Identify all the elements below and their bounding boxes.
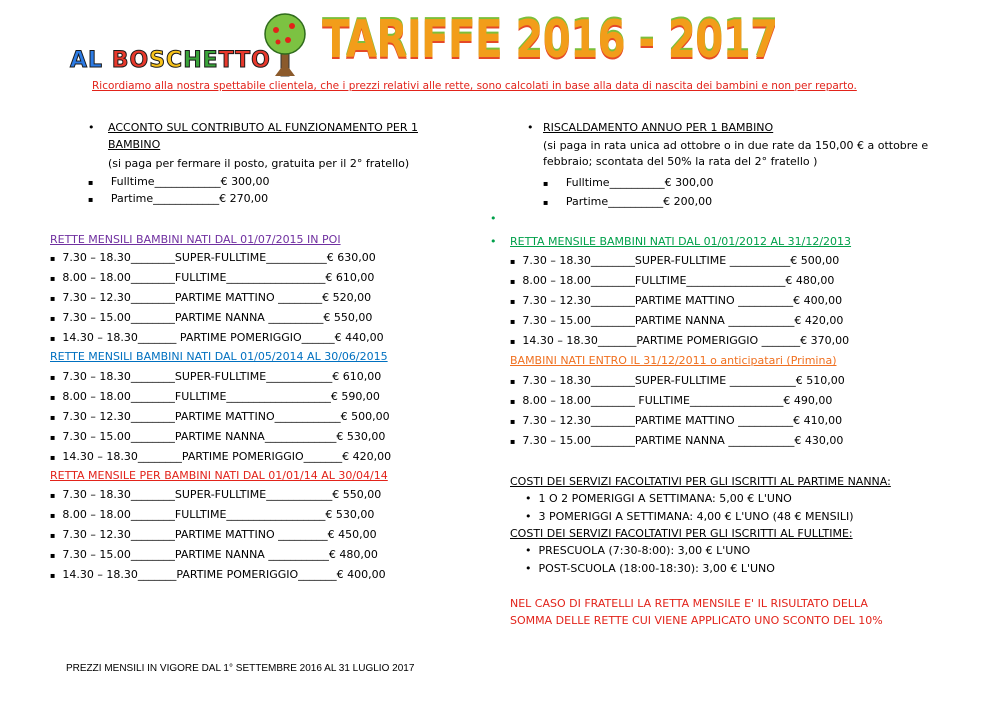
list-item: ▪ 14.30 – 18.30_______PARTIME POMERIGGIO_______€ 400,00 (50, 568, 386, 581)
list-item: ▪ 7.30 – 12.30________PARTIME MATTINO ________€ 520,00 (50, 291, 372, 304)
services-full-title: COSTI DEI SERVIZI FACOLTATIVI PER GLI ISCRITTI AL FULLTIME: (510, 527, 853, 540)
list-item: ▪ 7.30 – 18.30________SUPER-FULLTIME____________€ 550,00 (50, 488, 382, 501)
list-item: ▪ 14.30 – 18.30_______ PARTIME POMERIGGIO______€ 440,00 (50, 331, 384, 344)
acconto-item-partime: ▪ Partime____________€ 270,00 (88, 192, 269, 205)
list-item: ▪ 8.00 – 18.00________FULLTIME___________________€ 590,00 (50, 390, 380, 403)
list-item: ▪ 8.00 – 18.00________ FULLTIME_________________€ 490,00 (510, 394, 833, 407)
riscaldamento-item-fulltime: ▪ Fulltime__________€ 300,00 (543, 176, 714, 189)
acconto-note: (si paga per fermare il posto, gratuita per il 2° fratello) (108, 157, 410, 170)
list-item: ▪ 7.30 – 18.30________SUPER-FULLTIME ____________€ 510,00 (510, 374, 845, 387)
list-item: ▪ 7.30 – 18.30________SUPER-FULLTIME___________€ 630,00 (50, 251, 376, 264)
list-item: ▪ 7.30 – 15.00________PARTIME NANNA __________€ 550,00 (50, 311, 373, 324)
list-item: ▪ 14.30 – 18.30________PARTIME POMERIGGIO_______€ 420,00 (50, 450, 392, 463)
riscaldamento-note-2: febbraio; scontata del 50% la rata del 2° fratello ) (543, 155, 818, 168)
acconto-item-fulltime: ▪ Fulltime____________€ 300,00 (88, 175, 270, 188)
section5-title: BAMBINI NATI ENTRO IL 31/12/2011 o anticipatari (Primina) (510, 354, 837, 367)
fratelli-note-1: NEL CASO DI FRATELLI LA RETTA MENSILE E' IL RISULTATO DELLA (510, 597, 868, 610)
riscaldamento-note-1: (si paga in rata unica ad ottobre o in due rate da 150,00 € a ottobre e (543, 139, 929, 152)
riscaldamento-heading: RISCALDAMENTO ANNUO PER 1 BAMBINO (543, 121, 774, 134)
section3-title: RETTA MENSILE PER BAMBINI NATI DAL 01/01/14 AL 30/04/14 (50, 469, 388, 482)
empty-bullet: • (490, 212, 497, 225)
list-item: ▪ 7.30 – 18.30________SUPER-FULLTIME____________€ 610,00 (50, 370, 382, 383)
list-item: ▪ 7.30 – 15.00________PARTIME NANNA ____________€ 430,00 (510, 434, 844, 447)
section1-title: RETTE MENSILI BAMBINI NATI DAL 01/07/2015 IN POI (50, 233, 341, 246)
list-item: ▪ 14.30 – 18.30_______PARTIME POMERIGGIO _______€ 370,00 (510, 334, 850, 347)
section1-list (50, 251, 384, 351)
list-item: ▪ 7.30 – 12.30________PARTIME MATTINO _________€ 450,00 (50, 528, 377, 541)
list-item: ▪ 7.30 – 12.30________PARTIME MATTINO __________€ 400,00 (510, 294, 843, 307)
riscaldamento-item-partime: ▪ Partime__________€ 200,00 (543, 195, 713, 208)
services-full-item-1: • PRESCUOLA (7:30-8:00): 3,00 € L'UNO (525, 544, 751, 557)
list-item: ▪ 7.30 – 18.30________SUPER-FULLTIME ___________€ 500,00 (510, 254, 840, 267)
list-item: ▪ 8.00 – 18.00________FULLTIME__________________€ 530,00 (50, 508, 375, 521)
list-item: ▪ 7.30 – 15.00________PARTIME NANNA_____________€ 530,00 (50, 430, 386, 443)
page-title: TARIFFE 2016 - 2017 (322, 10, 778, 70)
list-item: ▪ 7.30 – 15.00________PARTIME NANNA ___________€ 480,00 (50, 548, 378, 561)
validity-footer: PREZZI MENSILI IN VIGORE DAL 1° SETTEMBRE 2016 AL 31 LUGLIO 2017 (66, 663, 415, 674)
services-full-item-2: • POST-SCUOLA (18:00-18:30): 3,00 € L'UNO (525, 562, 775, 575)
list-item: ▪ 7.30 – 12.30________PARTIME MATTINO __________€ 410,00 (510, 414, 843, 427)
list-item: ▪ 8.00 – 18.00________FULLTIME__________________€ 610,00 (50, 271, 375, 284)
list-item: ▪ 7.30 – 15.00________PARTIME NANNA ____________€ 420,00 (510, 314, 844, 327)
subtitle-note: Ricordiamo alla nostra spettabile clientela, che i prezzi relativi alle rette, sono calcolati in base alla data di nascita dei bambini e non per reparto. (92, 80, 857, 92)
section3-list (50, 488, 386, 588)
logo-wordmark: AL BOSCHETTO (70, 48, 271, 73)
tree-icon (262, 12, 308, 78)
riscaldamento-bullet: • (527, 121, 534, 134)
list-item: ▪ 7.30 – 12.30________PARTIME MATTINO____________€ 500,00 (50, 410, 390, 423)
section4-bullet: • (490, 235, 497, 248)
services-nanna-item-2: • 3 POMERIGGI A SETTIMANA: 4,00 € L'UNO (48 € MENSILI) (525, 510, 854, 523)
list-item: ▪ 8.00 – 18.00________FULLTIME__________________€ 480,00 (510, 274, 835, 287)
acconto-heading-2: BAMBINO (108, 138, 161, 151)
section4-title: RETTA MENSILE BAMBINI NATI DAL 01/01/2012 AL 31/12/2013 (510, 235, 852, 248)
section4-list (510, 254, 849, 354)
section5-list (510, 374, 845, 454)
section2-list (50, 370, 391, 470)
fratelli-note-2: SOMMA DELLE RETTE CUI VIENE APPLICATO UNO SCONTO DEL 10% (510, 614, 883, 627)
acconto-heading-1: ACCONTO SUL CONTRIBUTO AL FUNZIONAMENTO PER 1 (108, 121, 418, 134)
services-nanna-item-1: • 1 O 2 POMERIGGI A SETTIMANA: 5,00 € L'UNO (525, 492, 792, 505)
section2-title: RETTE MENSILI BAMBINI NATI DAL 01/05/2014 AL 30/06/2015 (50, 350, 388, 363)
services-nanna-title: COSTI DEI SERVIZI FACOLTATIVI PER GLI ISCRITTI AL PARTIME NANNA: (510, 475, 891, 488)
acconto-bullet: • (88, 121, 95, 134)
